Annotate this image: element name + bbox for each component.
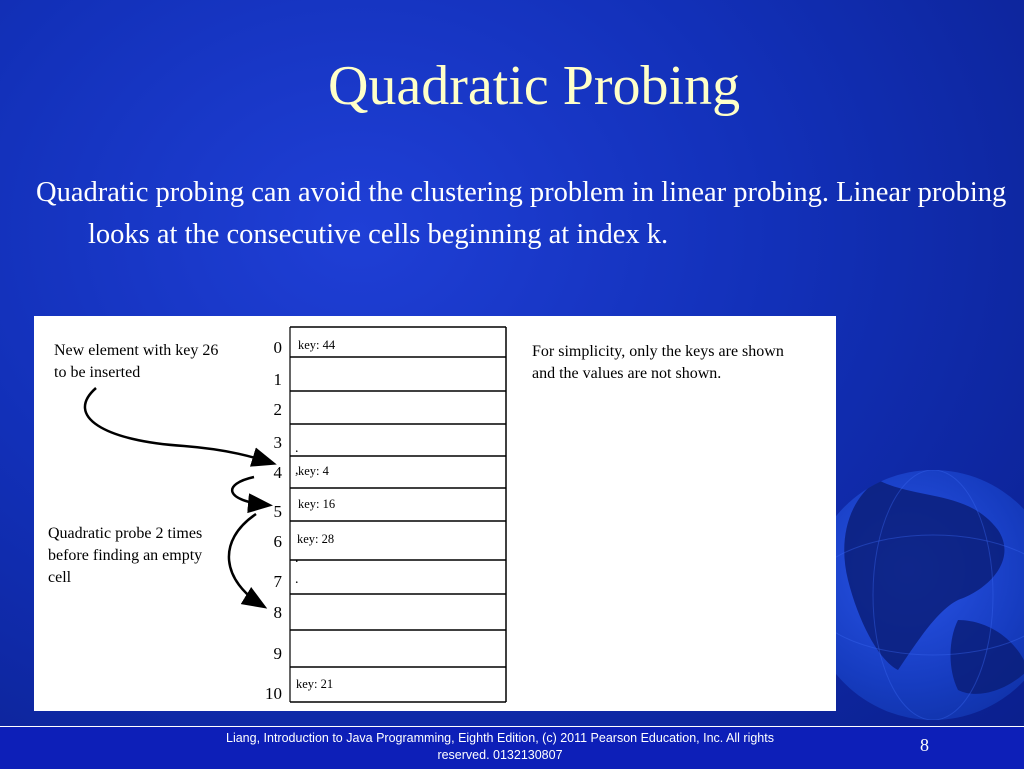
slide-title: Quadratic Probing	[327, 55, 741, 117]
ellipsis-dot: .	[295, 441, 299, 456]
page-number: 8	[920, 735, 929, 755]
globe-decoration	[808, 470, 1024, 720]
cell-key-text: key: 44	[298, 338, 336, 352]
cell-key-text: key: 16	[298, 497, 336, 511]
cell-index-label: 7	[273, 572, 282, 591]
cell-index-label: 1	[273, 370, 282, 389]
cell-index-label: 6	[273, 532, 282, 551]
annotation-new-element: New element with key 26 to be inserted	[54, 342, 219, 381]
cell-key-text: key: 4	[298, 464, 329, 478]
cell-index-label: 0	[273, 338, 282, 357]
cell-index-label: 5	[273, 502, 282, 521]
cell-index-label: 4	[273, 463, 282, 482]
annotation-simplicity-note: For simplicity, only the keys are shown and the values are not shown.	[532, 343, 784, 382]
ellipsis-dot: .	[295, 551, 299, 566]
cell-key-text: key: 21	[296, 677, 334, 691]
diagram-panel	[34, 316, 836, 711]
footer-copyright: Liang, Introduction to Java Programming, Eighth Edition, (c) 2011 Pearson Education, Inc. All rights reserved. 0132130807	[226, 731, 774, 762]
hash-table-lines	[290, 327, 506, 702]
ellipsis-dot: .	[295, 572, 299, 587]
cell-index-label: 9	[273, 644, 282, 663]
insert-arrow	[85, 388, 272, 463]
cell-index-label: 3	[273, 433, 282, 452]
cell-key-text: key: 28	[297, 532, 335, 546]
footer-bar	[0, 726, 1024, 769]
ellipsis-dot: ,	[295, 463, 299, 478]
annotation-quadratic-probe: Quadratic probe 2 times before finding an empty cell	[48, 525, 203, 586]
cell-index-label: 2	[273, 400, 282, 419]
slide-body-text: Quadratic probing can avoid the clustering problem in linear probing. Linear probing looks at the consecutive cells beginning at index k.	[36, 177, 1007, 250]
cell-index-label: 10	[265, 684, 282, 703]
probe-arrow-2	[229, 514, 263, 606]
cell-index-label: 8	[273, 603, 282, 622]
